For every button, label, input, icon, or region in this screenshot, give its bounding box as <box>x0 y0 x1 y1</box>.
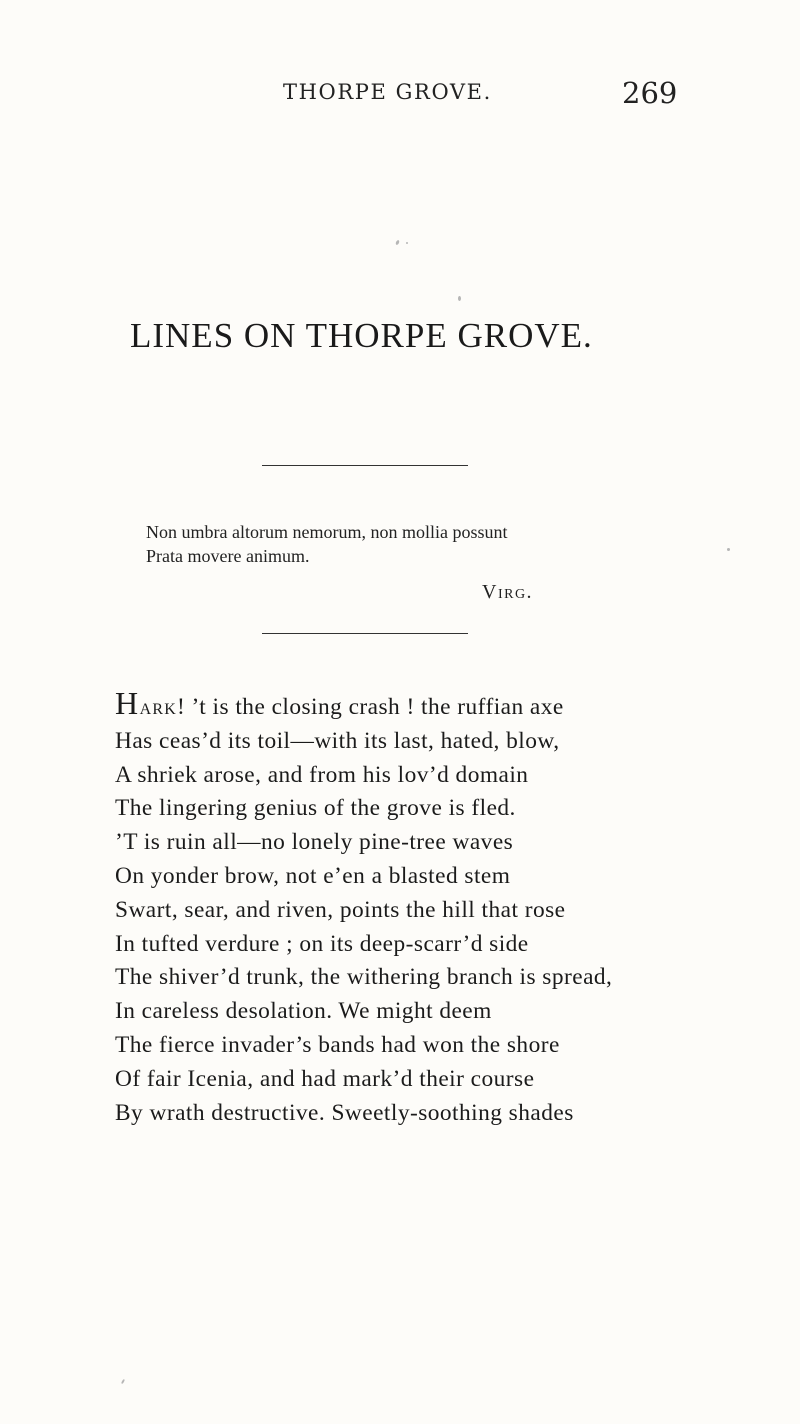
running-head: THORPE GROVE. <box>283 80 492 104</box>
paper-speck <box>395 240 400 246</box>
attribution-text: Virg. <box>482 581 534 603</box>
poem-line: In tufted verdure ; on its deep-scarr’d side <box>115 930 529 957</box>
poem-line: Has ceas’d its toil—with its last, hated, blow, <box>115 727 560 754</box>
poem-line: The fierce invader’s bands had won the shore <box>115 1031 560 1058</box>
poem-body <box>115 687 612 1130</box>
bottom-rule <box>262 633 468 634</box>
poem-line: Swart, sear, and riven, points the hill that rose <box>115 896 566 923</box>
paper-speck <box>458 296 461 301</box>
first-word: ark <box>139 694 177 720</box>
poem-line: Of fair Icenia, and had mark’d their course <box>115 1065 535 1092</box>
poem-line <box>115 687 612 725</box>
paper-speck <box>727 548 730 551</box>
page-number: 269 <box>622 76 678 110</box>
epigraph-line: Prata movere animum. <box>146 546 310 566</box>
top-rule <box>262 465 468 466</box>
poem-line: The lingering genius of the grove is fled. <box>115 795 516 822</box>
poem-line: On yonder brow, not e’en a blasted stem <box>115 862 511 889</box>
poem-title: LINES ON THORPE GROVE. <box>130 316 593 355</box>
paper-speck <box>406 242 408 244</box>
epigraph-line: Non umbra altorum nemorum, non mollia possunt <box>146 522 508 542</box>
poem-line: By wrath destructive. Sweetly-soothing shades <box>115 1099 574 1126</box>
epigraph <box>146 520 507 568</box>
poem-line: The shiver’d trunk, the withering branch is spread, <box>115 964 613 991</box>
drop-cap: H <box>115 685 139 721</box>
first-line-rest: ! ’t is the closing crash ! the ruffian axe <box>176 694 564 720</box>
epigraph-attribution <box>482 581 533 604</box>
paper-speck <box>121 1379 125 1384</box>
poem-line: ’T is ruin all—no lonely pine-tree waves <box>115 829 514 856</box>
poem-line: In careless desolation. We might deem <box>115 998 492 1025</box>
poem-line: A shriek arose, and from his lov’d domain <box>115 761 529 788</box>
